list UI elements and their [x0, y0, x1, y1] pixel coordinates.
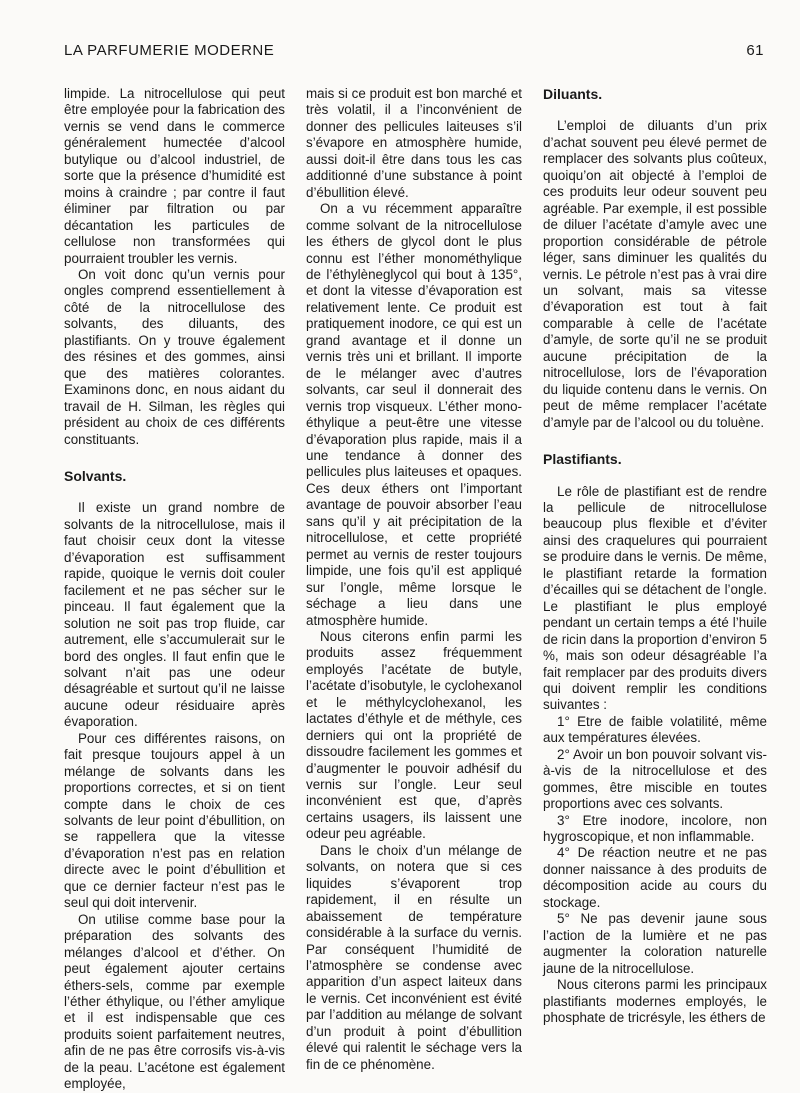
- paragraph: Dans le choix d’un mélange de solvants, on notera que si ces liquides s’évaporent trop rapidement, il en résulte un abaissement de température considérable à la surface du vernis. Par conséquent l’humidité de l’atmosphère se condense avec apparition d’un aspect laiteux dans le vernis. Cet inconvénient est évité par l’addition au mélange de solvant d’un produit à point d’ébullition élevé qui ralentit le séchage vers la fin de ce phénomène.: [306, 842, 522, 1072]
- paragraph: Le rôle de plastifiant est de rendre la pellicule de nitrocellulose beaucoup plus flexible et d’éviter ainsi des craquelures qui pourraient se produire dans le vernis. De même, le plastifiant retarde la formation d’écailles qui se détachent de l’ongle. Le plastifiant le plus employé pendant un certain temps a été l’huile de ricin dans la proportion d’environ 5 %, mais son odeur désagréable l’a fait remplacer par des produits divers qui doivent remplir les conditions suivantes :: [543, 483, 767, 713]
- paragraph: Pour ces différentes raisons, on fait presque toujours appel à un mélange de solvants dans les proportions correctes, et si on tient compte dans le choix de ces solvants de leur point d’ébullition, on se rappellera que la vitesse d’évaporation n’est pas en relation directe avec le point d’ébullition et que ce dernier facteur n’est pas le seul qui doit intervenir.: [64, 730, 285, 911]
- list-item: 4° De réaction neutre et ne pas donner naissance à des produits de décomposition acide au cours du stockage.: [543, 845, 767, 910]
- paragraph: Nous citerons enfin parmi les produits assez fréquemment employés l’acétate de butyle, l’acétate d’isobutyle, le cyclohexanol et le méthylcyclohexanol, les lactates d’éthyle et de méthyle, ces derniers qui ont la propriété de dissoudre facilement les gommes et d’augmenter le pouvoir adhésif du vernis sur l’ongle. Leur seul inconvénient est que, d’après certains usagers, ils laissent une odeur peu agréable.: [306, 628, 522, 842]
- page-header: [64, 42, 764, 66]
- paragraph: On utilise comme base pour la préparation des solvants des mélanges d’alcool et d’éther. On peut également ajouter certains éthers-sels, comme par exemple l’éther éthylique, ou l’éther amylique et il est indispensable que ces produits soient parfaitement neutres, afin de ne pas être corrosifs vis-à-vis de la peau. L’acétone est également employée,: [64, 911, 285, 1092]
- page-number: 61: [746, 42, 764, 59]
- section-heading-plastifiants: Plastifiants.: [543, 451, 622, 468]
- paragraph: Il existe un grand nombre de solvants de la nitrocellulose, mais il faut choisir ceux dont la vitesse d’évaporation est suffisamment rapide, quoique le vernis doit couler facilement et ne pas sécher sur le pinceau. Il faut également que la solution ne soit pas trop fluide, car autrement, elle s’accumulerait sur le bord des ongles. Il faut enfin que le solvant n’ait pas une odeur désagréable et surtout qu’il ne laisse aucune odeur résiduaire après évaporation.: [64, 500, 285, 730]
- column-2: [306, 86, 522, 1072]
- paragraph: On voit donc qu’un vernis pour ongles comprend essentiellement à côté de la nitrocellulose des solvants, des diluants, des plastifiants. On y trouve également des résines et des gommes, ainsi que des matières colorantes. Examinons donc, en nous aidant du travail de H. Silman, les règles qui président au choix de ces différents constituants.: [64, 266, 285, 447]
- paragraph: Nous citerons parmi les principaux plastifiants modernes employés, le phosphate de tricrésyle, les éthers de: [543, 977, 767, 1026]
- paragraph: On a vu récemment apparaître comme solvant de la nitrocellulose les éthers de glycol dont le plus connu est l’éther monométhylique de l’éthylèneglycol qui bout à 135°, et dont la vitesse d’évaporation est relativement lente. Ce produit est pratiquement inodore, ce qui est un grand avantage et il donne un vernis très uni et brillant. Il importe de le mélanger avec d’autres solvants, car seul il donnerait des vernis trop visqueux. L’éther mono-éthylique a peut-être une vitesse d’évaporation plus rapide, mais il a une tendance à donner des pellicules plus laiteuses et opaques. Ces deux éthers ont l’important avantage de pouvoir absorber l’eau sans qu’il y ait précipitation de la nitrocellulose, et cette propriété permet au vernis de rester toujours limpide, une fois qu’il est appliqué sur l’ongle, même lorsque le séchage a lieu dans une atmosphère humide.: [306, 201, 522, 628]
- running-title: LA PARFUMERIE MODERNE: [64, 42, 275, 59]
- paragraph: limpide. La nitrocellulose qui peut être employée pour la fabrication des vernis se vend dans le commerce généralement humectée d’alcool butylique ou d’alcool industriel, de sorte que la présence d’humidité est moins à craindre ; par contre il faut éliminer par filtration ou par décantation les particules de cellulose non transformées qui pourraient troubler les vernis.: [64, 86, 285, 266]
- section-heading-solvants: Solvants.: [64, 467, 127, 484]
- column-1: [64, 86, 285, 1092]
- paragraph: mais si ce produit est bon marché et très volatil, il a l’inconvénient de donner des pellicules laiteuses s’il s’évapore en atmosphère humide, aussi doit-il être dans tous les cas additionné d’une substance à point d’ébullition élevé.: [306, 86, 522, 200]
- list-item: 3° Etre inodore, incolore, non hygroscopique, et non inflammable.: [543, 812, 767, 845]
- section-heading-diluants: Diluants.: [543, 86, 603, 102]
- list-item: 5° Ne pas devenir jaune sous l’action de la lumière et ne pas augmenter la coloration naturelle jaune de la nitrocellulose.: [543, 911, 767, 976]
- column-3: [543, 86, 767, 1026]
- list-item: 2° Avoir un bon pouvoir solvant vis-à-vis de la nitrocellulose et des gommes, être miscible en toutes proportions avec ces solvants.: [543, 746, 767, 812]
- paragraph: L’emploi de diluants d’un prix d’achat souvent peu élevé permet de remplacer des solvants plus coûteux, quoiqu’on ait objecté à l’emploi de ces produits leur odeur souvent peu agréable. Par exemple, il est possible de diluer l’acétate d’amyle avec une proportion considérable de pétrole léger, sans diminuer les qualités du vernis. Le pétrole n’est pas à vrai dire un solvant, mais sa vitesse d’évaporation est tout à fait comparable à celle de l’acétate d’amyle, de sorte qu’il ne se produit aucune précipitation de la nitrocellulose, lors de l’évaporation du liquide contenu dans le vernis. On peut de même remplacer l’acétate d’amyle par de l’alcool ou du toluène.: [543, 118, 767, 430]
- list-item: 1° Etre de faible volatilité, même aux températures élevées.: [543, 713, 767, 746]
